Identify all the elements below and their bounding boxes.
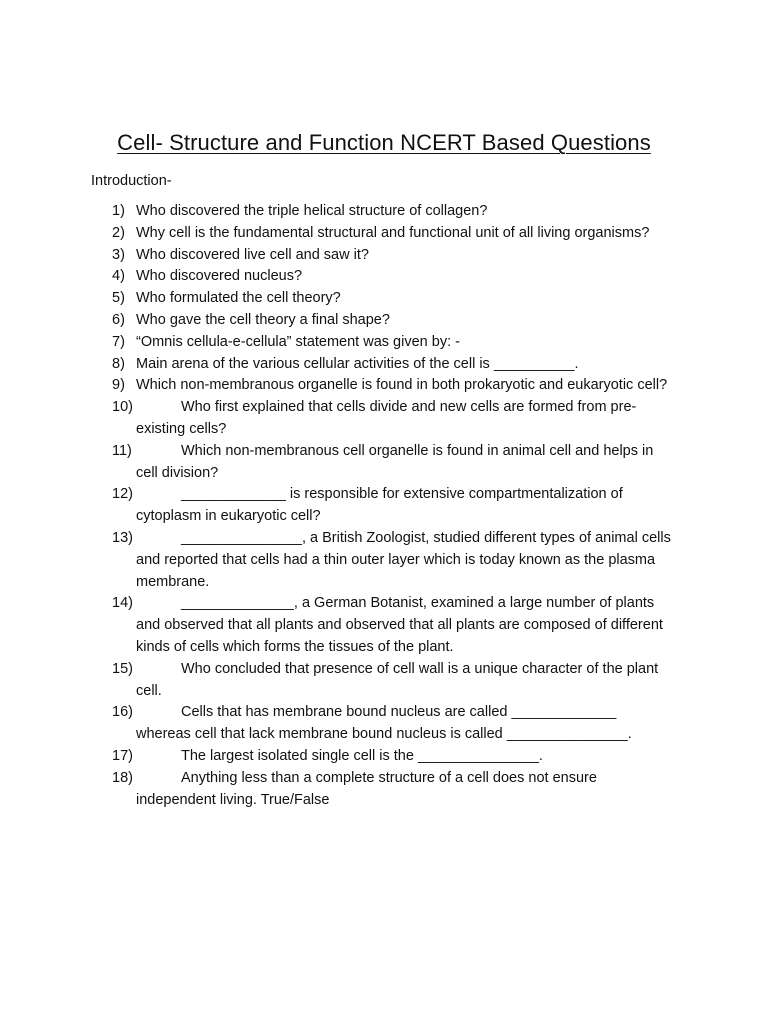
question-number: 8): [112, 355, 125, 372]
question-item: [0, 441, 768, 485]
question-number: 3): [112, 246, 125, 263]
question-number: 1): [112, 203, 125, 219]
question-number: 6): [112, 311, 125, 328]
question-item: [0, 375, 768, 397]
question-number: 15): [112, 660, 133, 677]
question-number: 13): [112, 529, 133, 546]
question-text: Who formulated the cell theory?: [136, 290, 341, 307]
question-number: 16): [112, 704, 133, 721]
question-text: Which non-membranous cell organelle is found in animal cell and helps in cell division?: [136, 442, 654, 481]
question-text: Who discovered the triple helical structure of collagen?: [136, 203, 488, 219]
question-text: Anything less than a complete structure of a cell does not ensure independent living. True/False: [136, 769, 597, 808]
question-item: [0, 310, 768, 332]
question-text: _______________, a British Zoologist, studied different types of animal cells and reported that cells had a thin outer layer which is today known as the plasma membrane.: [136, 529, 671, 590]
question-item: [0, 746, 768, 768]
question-item: [0, 288, 768, 310]
question-item: [0, 768, 768, 812]
question-number: 11): [112, 442, 132, 459]
question-item: [0, 593, 768, 658]
question-item: [0, 702, 768, 746]
question-number: 9): [112, 377, 125, 394]
question-item: [0, 245, 768, 267]
question-number: 4): [112, 268, 125, 285]
question-text: Cells that has membrane bound nucleus are called _____________ whereas cell that lack membrane bound nucleus is called _______________.: [136, 704, 632, 743]
question-text: _____________ is responsible for extensive compartmentalization of cytoplasm in eukaryotic cell?: [136, 486, 623, 525]
section-heading: Introduction-: [91, 173, 172, 189]
question-item: [0, 397, 768, 441]
question-item: [0, 528, 768, 593]
question-text: Who discovered live cell and saw it?: [136, 246, 369, 263]
question-item: [0, 484, 768, 528]
question-number: 2): [112, 224, 125, 241]
question-number: 14): [112, 595, 133, 612]
question-text: ______________, a German Botanist, examined a large number of plants and observed that all plants and observed that all plants are composed of different kinds of cells which forms the tissues of the plant.: [136, 595, 663, 655]
question-number: 12): [112, 486, 133, 503]
question-item: [0, 223, 768, 245]
question-text: The largest isolated single cell is the _______________.: [181, 747, 543, 764]
question-item: [0, 266, 768, 288]
question-text: Why cell is the fundamental structural and functional unit of all living organisms?: [136, 224, 650, 241]
question-list: [0, 201, 768, 811]
question-item: [0, 201, 768, 223]
page-title: Cell- Structure and Function NCERT Based Questions: [117, 130, 651, 155]
question-item: [0, 354, 768, 376]
question-number: 17): [112, 747, 133, 764]
question-text: Who discovered nucleus?: [136, 268, 303, 285]
question-text: Which non-membranous organelle is found in both prokaryotic and eukaryotic cell?: [136, 377, 668, 394]
question-text: “Omnis cellula-e-cellula” statement was given by: -: [136, 333, 460, 350]
question-number: 5): [112, 290, 125, 307]
question-text: Who concluded that presence of cell wall is a unique character of the plant cell.: [136, 660, 659, 699]
question-number: 7): [112, 333, 125, 350]
question-text: Who first explained that cells divide and new cells are formed from pre-existing cells?: [136, 399, 637, 437]
question-text: Who gave the cell theory a final shape?: [136, 311, 390, 328]
question-number: 18): [112, 769, 133, 786]
question-text: Main arena of the various cellular activities of the cell is __________.: [136, 355, 579, 372]
question-item: [0, 659, 768, 703]
question-item: [0, 332, 768, 354]
question-number: 10): [112, 399, 133, 416]
